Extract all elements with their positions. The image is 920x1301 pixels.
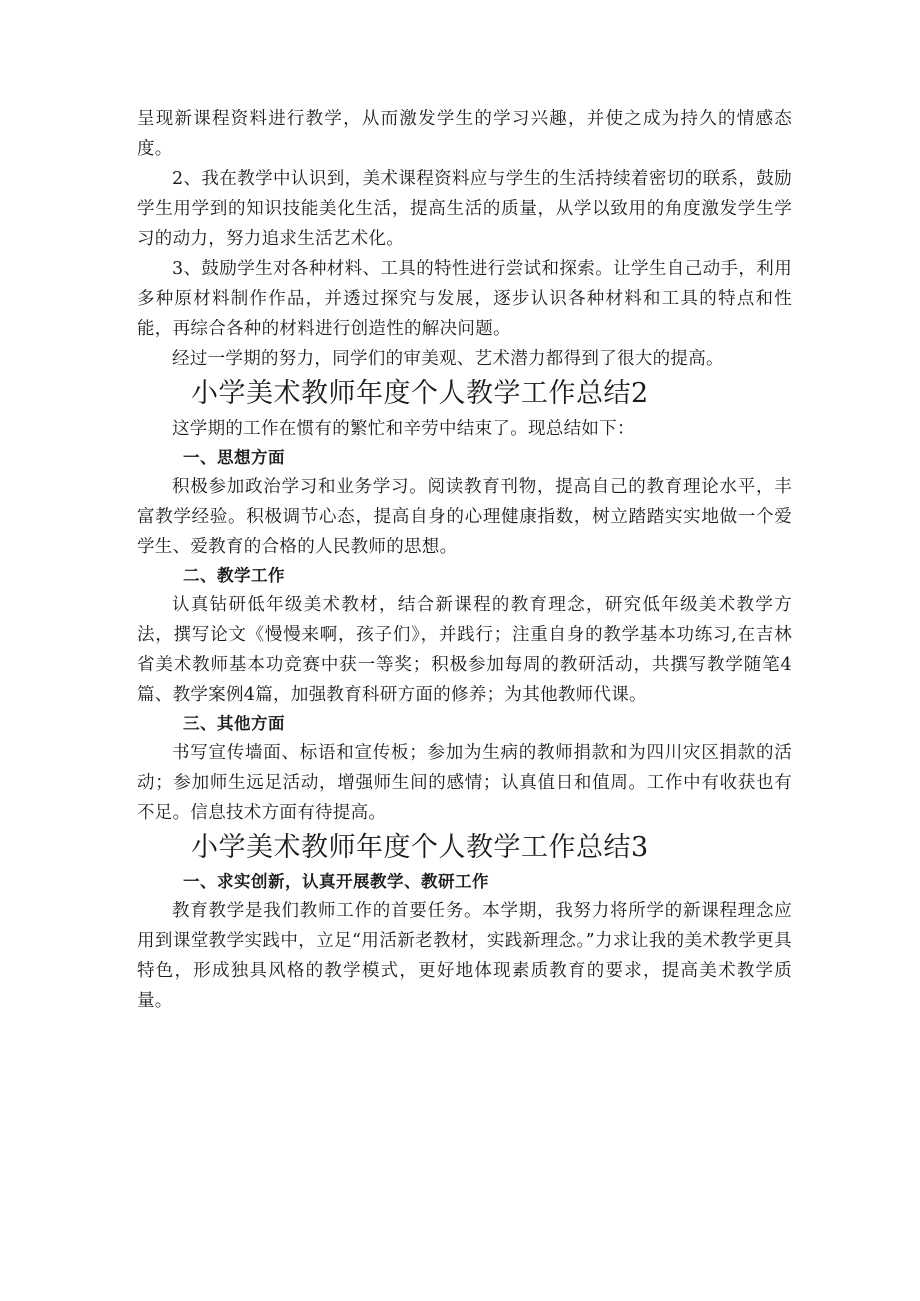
paragraph-thought: 积极参加政治学习和业务学习。阅读教育刊物，提高自己的教育理论水平，丰富教学经验。积极调节心态，提高自身的心理健康指数，树立踏踏实实地做一个爱学生、爱教育的合格的人民教师的思想。 [137,477,792,557]
paragraph-point-3: 3、鼓励学生对各种材料、工具的特性进行尝试和探索。让学生自己动手，利用多种原材料制作作品，并透过探究与发展，逐步认识各种材料和工具的特点和性能，再综合各种的材料进行创造性的解决问题。 [137,259,792,339]
paragraph-intro-continuation: 呈现新课程资料进行教学，从而激发学生的学习兴趣，并使之成为持久的情感态度。 [137,109,792,159]
paragraph-summary-intro: 这学期的工作在惯有的繁忙和辛劳中结束了。现总结如下： [172,419,635,439]
document-body [137,104,792,1016]
paragraph-other: 书写宣传墙面、标语和宣传板；参加为生病的教师捐款和为四川灾区捐款的活动；参加师生远足活动，增强师生间的感情；认真值日和值周。工作中有收获也有不足。信息技术方面有待提高。 [137,743,792,823]
paragraph-teaching: 认真钻研低年级美术教材，结合新课程的教育理念，研究低年级美术教学方法，撰写论文《慢慢来啊，孩子们》，并践行；注重自身的教学基本功练习,在吉林省美术教师基本功竞赛中获一等奖；积极参加每周的教研活动，共撰写教学随笔4篇、教学案例4篇，加强教育科研方面的修养；为其他教师代课。 [137,595,792,705]
document-title-3: 小学美术教师年度个人教学工作总结3 [191,832,649,863]
paragraph-innovation: 教育教学是我们教师工作的首要任务。本学期，我努力将所学的新课程理念应用到课堂教学实践中，立足“用活新老教材，实践新理念。”力求让我的美术教学更具特色，形成独具风格的教学模式，更好地体现素质教育的要求，提高美术教学质量。 [137,901,792,1011]
section-heading-other: 三、其他方面 [183,714,285,733]
section-heading-innovation: 一、求实创新，认真开展教学、教研工作 [183,872,489,891]
document-title-2: 小学美术教师年度个人教学工作总结2 [191,378,649,409]
paragraph-point-2: 2、我在教学中认识到，美术课程资料应与学生的生活持续着密切的联系，鼓励学生用学到的知识技能美化生活，提高生活的质量，从学以致用的角度激发学生学习的动力，努力追求生活艺术化。 [137,169,792,249]
section-heading-teaching: 二、教学工作 [183,566,285,585]
section-heading-thought: 一、思想方面 [183,448,285,467]
paragraph-conclusion: 经过一学期的努力，同学们的审美观、艺术潜力都得到了很大的提高。 [172,349,724,369]
